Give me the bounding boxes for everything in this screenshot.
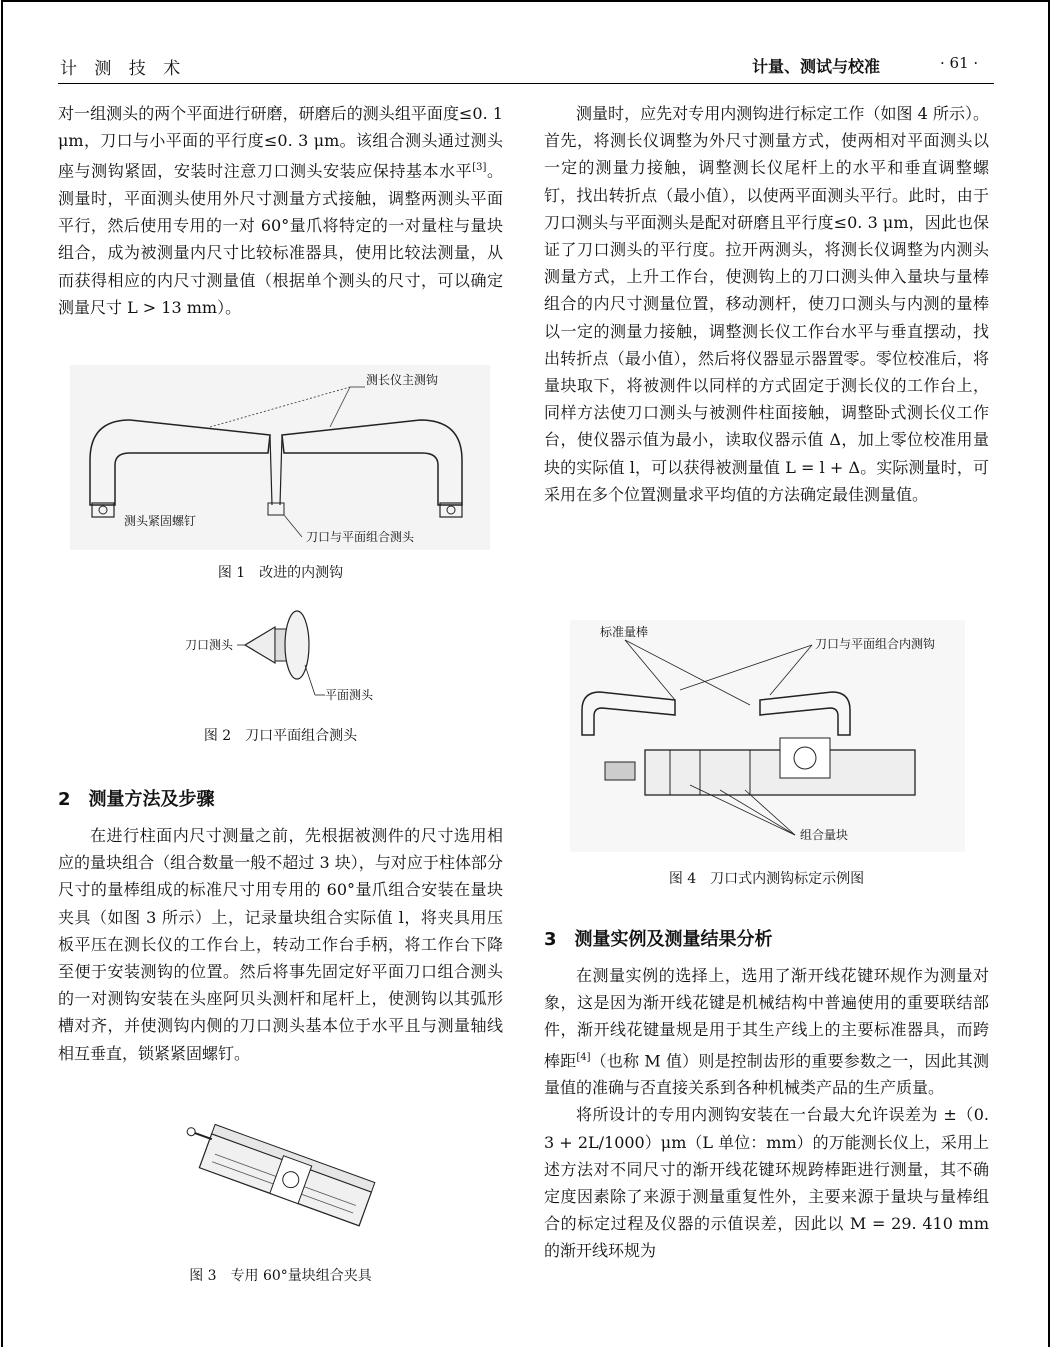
left-paragraph-1: 对一组测头的两个平面进行研磨，研磨后的测头组平面度≤0. 1 μm，刀口与小平面的平行度≤0. 3 μm。该组合测头通过测头座与测钩紧固，安装时注意刀口测头安装应保持基本水平[3]。测量时，平面测头使用外尺寸测量方式接触，调整两测头平面平行，然后使用专用的一对 60°量爪将特定的一对量柱与量块组合，成为被测量内尺寸比较标准器具，使用比较法测量，从而获得相应的内尺寸测量值（根据单个测头的尺寸，可以确定测量尺寸 L > 13 mm）。 [58,104,503,317]
figure-3-caption: 图 3 专用 60°量块组合夹具 [189,1268,372,1284]
right-paragraph-3: 将所设计的专用内测钩安装在一台最大允许误差为 ±（0. 3 + 2L/1000）μm（L 单位：mm）的万能测长仪上，采用上述方法对不同尺寸的渐开线花键环规跨棒距进行测量，其不确定度因素除了来源于测量重复性外，主要来源于量块与量棒组合的标定过程及仪器的示值误差，因此以 M = 29. 410 mm 的渐开线环规为 [544,1105,989,1261]
header-rule [58,83,994,84]
figure-1-inner-hook [70,365,490,550]
figure-3-gauge-fixture [180,1120,380,1245]
journal-name: 计 测 技 术 [60,59,187,79]
figure-4-caption: 图 4 刀口式内测钩标定示例图 [668,871,865,887]
figure-4-calibration [570,620,965,852]
fig4-label-hook: 刀口与平面组合内测钩 [815,637,936,651]
section-3-title: 3 测量实例及测量结果分析 [544,929,773,950]
page-number: · 61 · [940,54,979,72]
section-2-title: 2 测量方法及步骤 [58,789,215,810]
fig4-label-blocks: 组合量块 [800,828,849,842]
fig2-label-knife: 刀口测头 [185,638,234,652]
right-paragraph-2: 在测量实例的选择上，选用了渐开线花键环规作为测量对象，这是因为渐开线花键是机械结构中普遍使用的重要联结部件，渐开线花键量规是用于其生产线上的主要标准器具，而跨棒距[4]（也称 M 值）则是控制齿形的重要参数之一，因此其测量值的准确与否直接关系到各种机械类产品的生产质量。 将所设计的专用内测钩安装在一台最大允许误差为 ±（0. 3 + 2L/1000）μm（L 单位：mm）的万能测长仪上，采用上述方法对不同尺寸的渐开线花键环规跨棒距进行测量，其不确定度因素除了来源于测量重复性外，主要来源于量块与量棒组合的标定过程及仪器的示值误差，因此以 M = 29. 410 mm 的渐开线环规为 [544,962,989,1265]
fig4-label-rods: 标准量棒 [600,625,649,639]
section-name: 计量、测试与校准 [752,57,881,76]
citation-3: [3] [472,162,487,174]
fig1-label-screw: 测头紧固螺钉 [124,514,197,528]
left-paragraph-2: 在进行柱面内尺寸测量之前，先根据被测件的尺寸选用相应的量块组合（组合数量一般不超过 3 块），与对应于柱体部分尺寸的量棒组成的标准尺寸用专用的 60°量爪组合安装在量块夹具（如图 3 所示）上，记录量块组合实际值 l，将夹具用压板平压在测长仪的工作台上，转动工作台手柄，将工作台下降至便于安装测钩的位置。然后将事先固定好平面刀口组合测头的一对测钩安装在头座阿贝头测杆和尾杆上，使测钩以其弧形槽对齐，并使测钩内侧的刀口测头基本位于水平且与测量轴线相互垂直，锁紧紧固螺钉。 [58,826,503,1063]
figure-1-caption: 图 1 改进的内测钩 [217,565,344,581]
fig2-label-flat: 平面测头 [325,688,374,702]
citation-4: [4] [576,1051,591,1063]
fig1-label-combo-probe: 刀口与平面组合测头 [306,530,415,544]
fig1-label-main-hook: 测长仪主测钩 [366,373,439,387]
figure-2-caption: 图 2 刀口平面组合测头 [203,728,358,744]
right-paragraph-1: 测量时，应先对专用内测钩进行标定工作（如图 4 所示）。首先，将测长仪调整为外尺寸测量方式，使两相对平面测头以一定的测量力接触，调整测长仪尾杆上的水平和垂直调整螺钉，找出转折点（最小值），以使两平面测头平行。此时，由于刀口测头与平面测头是配对研磨且平行度≤0. 3 μm，因此也保证了刀口测头的平行度。拉开两测头，将测长仪调整为内测头测量方式，上升工作台，使测钩上的刀口测头伸入量块与量棒组合的内尺寸测量位置，移动测杆，使刀口测头与内测的量棒以一定的测量力接触，调整测长仪工作台水平与垂直摆动，找出转折点（最小值），然后将仪器显示器置零。零位校准后，将量块取下，将被测件以同样的方式固定于测长仪的工作台上，同样方法使刀口测头与被测件柱面接触，调整卧式测长仪工作台，使仪器示值为最小，读取仪器示值 Δ，加上零位校准用量块的实际值 l，可以获得被测量值 L = l + Δ。实际测量时，可采用在多个位置测量求平均值的方法确定最佳测量值。 [544,104,989,504]
figure-2-combo-probe [175,605,395,705]
